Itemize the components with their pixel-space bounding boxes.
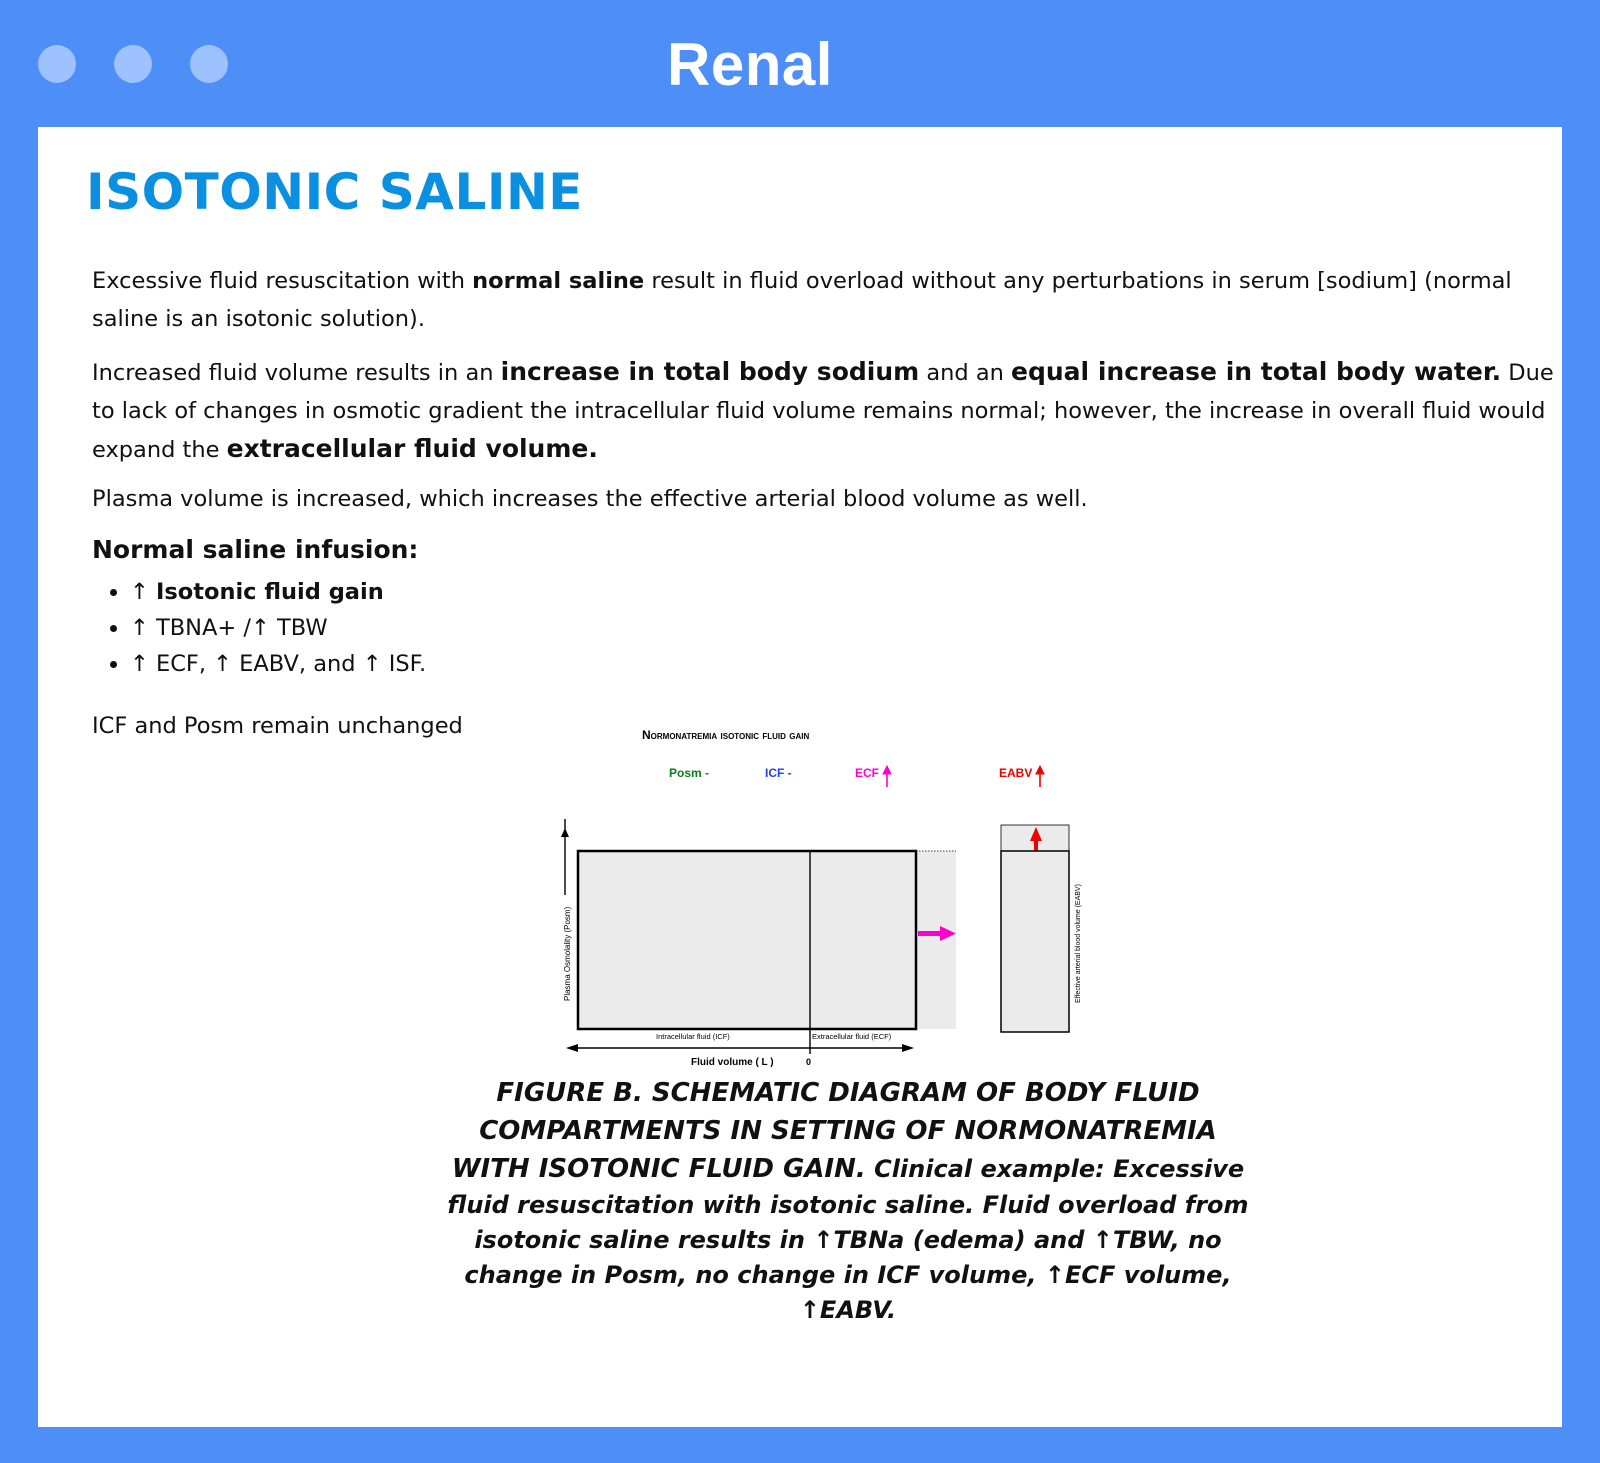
x-axis-arrow-icon (566, 1044, 914, 1052)
paragraph-3: Plasma volume is increased, which increases the effective arterial blood volume as well. (92, 486, 1088, 512)
section-heading: Normal saline infusion: (92, 535, 419, 564)
p1-bold-normal-saline: normal saline (472, 268, 645, 294)
x-axis-zero: 0 (806, 1057, 812, 1067)
p1-text-a: Excessive fluid resuscitation with (92, 268, 473, 294)
p2-bold-water: equal increase in total body water. (1011, 357, 1502, 386)
ecf-expansion-area (916, 851, 956, 1029)
compartment-box (578, 851, 916, 1029)
eabv-box (1001, 851, 1069, 1032)
paragraph-1 (92, 262, 1558, 338)
icf-box-label: Intracellular fluid (ICF) (656, 1032, 730, 1041)
posm-label: Posm - (669, 766, 710, 780)
bullet-1-arrow: ↑ (130, 579, 157, 605)
p1-text-c: result in fluid overload without any perturbations in serum [sodium] (normal saline is an isotonic solution). (92, 268, 1512, 332)
paragraph-2 (92, 353, 1558, 469)
y-axis-label: Plasma Osmolality (Posm) (563, 906, 572, 1001)
ecf-up-arrow-icon (883, 766, 891, 787)
list-item: • ↑ ECF, ↑ EABV, and ↑ ISF. (130, 646, 426, 682)
ecf-box-label: Extracellular fluid (ECF) (812, 1032, 892, 1041)
p2-text-a: Increased fluid volume results in an (92, 360, 501, 386)
fluid-diagram-svg (556, 709, 1116, 1069)
p2-bold-ecf-volume: extracellular fluid volume. (226, 434, 598, 463)
list-item (130, 574, 426, 610)
eabv-label: EABV (999, 766, 1033, 780)
eabv-side-label: Effective arterial blood volume (EABV) (1075, 884, 1082, 1003)
caption-text: Clinical example: Excessive fluid resuscitation with isotonic saline. Fluid overload from isotonic saline results in ↑TBNa (edema) and ↑TBW, no change in Posm, no change in ICF volume, ↑ECF volume, ↑EABV. (447, 1155, 1249, 1324)
paragraph-4: ICF and Posm remain unchanged (92, 713, 463, 739)
list-item: • ↑ TBNA+ /↑ TBW (130, 610, 426, 646)
p2-bold-sodium: increase in total body sodium (500, 357, 920, 386)
caption-title: FIGURE B. SCHEMATIC DIAGRAM OF BODY FLUID COMPARTMENTS IN SETTING OF NORMONATREMIA WITH ISOTONIC FLUID GAIN. (451, 1078, 1217, 1184)
page-title: ISOTONIC SALINE (86, 163, 583, 221)
ecf-label: ECF (855, 766, 879, 780)
window-title: Renal (667, 31, 833, 98)
bullet-1-text: Isotonic fluid gain (156, 579, 384, 605)
p2-text-c: and an (919, 360, 1012, 386)
x-axis-label: Fluid volume ( L ) (691, 1057, 774, 1068)
p2-text-e: Due to lack of changes in osmotic gradient the intracellular fluid volume remains normal; however, the increase in overall fluid would expand the (92, 360, 1554, 463)
fluid-compartment-figure (556, 709, 1116, 1069)
figure-title: Normonatremia isotonic fluid gain (642, 728, 810, 742)
figure-caption (438, 1074, 1258, 1328)
eabv-up-arrow-icon (1036, 766, 1044, 787)
y-axis-arrow-icon (561, 819, 569, 895)
icf-label: ICF - (765, 766, 792, 780)
bullet-list (92, 574, 426, 682)
content-panel (38, 127, 1562, 1427)
